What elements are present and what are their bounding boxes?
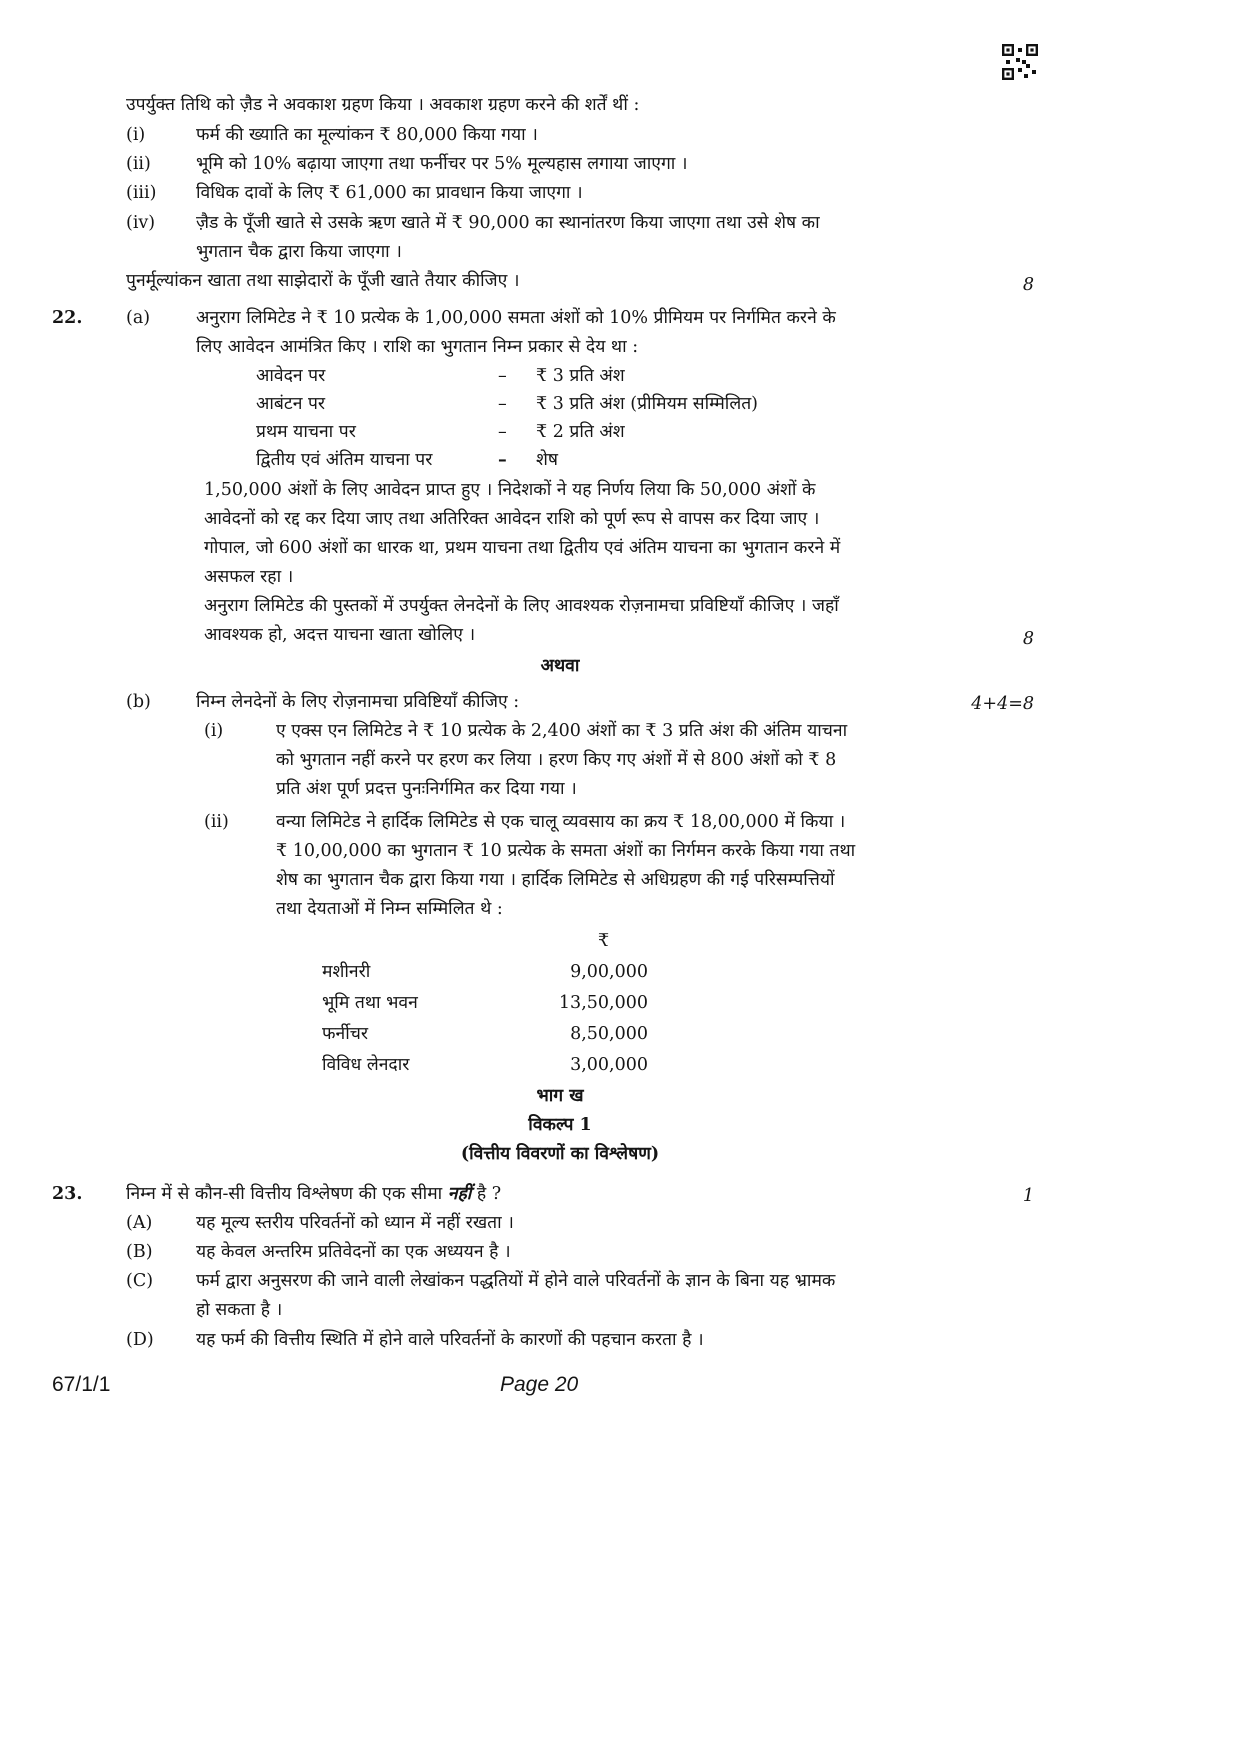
asset-value: 8,50,000 <box>570 1024 648 1044</box>
schedule-stage: द्वितीय एवं अंतिम याचना पर <box>256 450 433 470</box>
paragraph-line: आवश्यक हो, अदत्त याचना खाता खोलिए । <box>204 625 476 645</box>
question-text <box>126 1180 501 1209</box>
subpart-text: ए एक्स एन लिमिटेड ने ₹ 10 प्रत्येक के 2,400 अंशों का ₹ 3 प्रति अंश की अंतिम याचना <box>276 721 848 741</box>
asset-value: 9,00,000 <box>570 962 648 982</box>
schedule-stage: आवेदन पर <box>256 366 326 386</box>
option-text: फर्म द्वारा अनुसरण की जाने वाली लेखांकन पद्धतियों में होने वाले परिवर्तनों के ज्ञान के बिना यह भ्रामक <box>196 1271 836 1291</box>
subpart-text: ₹ 10,00,000 का भुगतान ₹ 10 प्रत्येक के समता अंशों का निर्गमन करके किया गया तथा <box>276 841 856 861</box>
subpart-label: (i) <box>204 721 224 741</box>
marks-label: 1 <box>1022 1186 1034 1206</box>
schedule-amount: ₹ 3 प्रति अंश <box>536 366 625 386</box>
subpart-text: को भुगतान नहीं करने पर हरण कर लिया । हरण किए गए अंशों में से 800 अंशों को ₹ 8 <box>276 750 837 770</box>
condition-text: भूमि को 10% बढ़ाया जाएगा तथा फर्नीचर पर 5% मूल्यहास लगाया जाएगा । <box>196 154 688 174</box>
subpart-text: शेष का भुगतान चैक द्वारा किया गया । हार्दिक लिमिटेड से अधिग्रहण की गई परिसम्पत्तियों <box>276 870 835 890</box>
section-option: विकल्प 1 <box>528 1115 592 1135</box>
condition-text: फर्म की ख्याति का मूल्यांकन ₹ 80,000 किया गया । <box>196 125 538 145</box>
subpart-text: प्रति अंश पूर्ण प्रदत्त पुनःनिर्गमित कर दिया गया । <box>276 779 577 799</box>
option-text: यह केवल अन्तरिम प्रतिवेदनों का एक अध्ययन है । <box>196 1242 511 1262</box>
q21-instruction: पुनर्मूल्यांकन खाता तथा साझेदारों के पूँजी खाते तैयार कीजिए । <box>126 271 520 291</box>
qr-code-icon <box>1002 44 1038 80</box>
asset-item: विविध लेनदार <box>322 1055 410 1075</box>
option-text: यह फर्म की वित्तीय स्थिति में होने वाले परिवर्तनों के कारणों की पहचान करता है । <box>196 1330 704 1350</box>
part-label: (a) <box>126 308 151 328</box>
paragraph-line: आवेदनों को रद्द कर दिया जाए तथा अतिरिक्त आवेदन राशि को पूर्ण रूप से वापस कर दिया जाए । <box>204 509 820 529</box>
condition-text: विधिक दावों के लिए ₹ 61,000 का प्रावधान किया जाएगा । <box>196 183 583 203</box>
question-text-pre: निम्न में से कौन-सी वित्तीय विश्लेषण की एक सीमा <box>126 1184 443 1204</box>
schedule-amount: ₹ 3 प्रति अंश (प्रीमियम सम्मिलित) <box>536 394 759 414</box>
condition-label: (iii) <box>126 183 157 203</box>
question-text-post: है ? <box>476 1184 502 1204</box>
question-text: निम्न लेनदेनों के लिए रोज़नामचा प्रविष्टियाँ कीजिए : <box>196 692 520 712</box>
question-text: लिए आवेदन आमंत्रित किए । राशि का भुगतान निम्न प्रकार से देय था : <box>196 337 639 357</box>
option-text: यह मूल्य स्तरीय परिवर्तनों को ध्यान में नहीं रखता । <box>196 1213 514 1233</box>
condition-text: ज़ैड के पूँजी खाते से उसके ऋण खाते में ₹ 90,000 का स्थानांतरण किया जाएगा तथा उसे शेष का <box>196 213 820 233</box>
paper-code: 67/1/1 <box>52 1373 111 1396</box>
section-title: (वित्तीय विवरणों का विश्लेषण) <box>460 1144 660 1164</box>
option-label: (C) <box>126 1271 154 1291</box>
marks-label: 8 <box>1022 275 1034 295</box>
asset-value: 3,00,000 <box>570 1055 648 1075</box>
section-part: भाग ख <box>536 1086 584 1106</box>
question-text: अनुराग लिमिटेड ने ₹ 10 प्रत्येक के 1,00,000 समता अंशों को 10% प्रीमियम पर निर्गमित करने के <box>196 308 836 328</box>
asset-item: भूमि तथा भवन <box>322 993 418 1013</box>
schedule-dash: – <box>498 366 507 386</box>
part-label: (b) <box>126 692 151 712</box>
schedule-amount: ₹ 2 प्रति अंश <box>536 422 625 442</box>
schedule-dash: – <box>498 450 507 470</box>
question-emphasis: नहीं <box>447 1184 472 1204</box>
condition-label: (ii) <box>126 154 151 174</box>
schedule-dash: – <box>498 394 507 414</box>
subpart-text: वन्या लिमिटेड ने हार्दिक लिमिटेड से एक चालू व्यवसाय का क्रय ₹ 18,00,000 में किया । <box>276 812 846 832</box>
condition-label: (iv) <box>126 213 156 233</box>
intro-text: उपर्युक्त तिथि को ज़ैड ने अवकाश ग्रहण किया । अवकाश ग्रहण करने की शर्तें थीं : <box>126 95 640 115</box>
condition-text: भुगतान चैक द्वारा किया जाएगा । <box>196 242 402 262</box>
asset-item: मशीनरी <box>322 962 371 982</box>
option-text: हो सकता है । <box>196 1300 283 1320</box>
option-label: (A) <box>126 1213 153 1233</box>
page-number: Page 20 <box>500 1373 579 1396</box>
marks-label: 4+4=8 <box>971 694 1034 714</box>
currency-header: ₹ <box>598 931 610 951</box>
or-separator: अथवा <box>540 656 580 676</box>
subpart-text: तथा देयताओं में निम्न सम्मिलित थे : <box>276 899 503 919</box>
paragraph-line: असफल रहा । <box>204 567 294 587</box>
asset-item: फर्नीचर <box>322 1024 369 1044</box>
subpart-label: (ii) <box>204 812 229 832</box>
question-number: 23. <box>52 1184 83 1204</box>
option-label: (B) <box>126 1242 153 1262</box>
schedule-amount: शेष <box>536 450 559 470</box>
schedule-stage: आबंटन पर <box>256 394 326 414</box>
paragraph-line: गोपाल, जो 600 अंशों का धारक था, प्रथम याचना तथा द्वितीय एवं अंतिम याचना का भुगतान करने में <box>204 538 841 558</box>
schedule-stage: प्रथम याचना पर <box>256 422 356 442</box>
schedule-dash: – <box>498 422 507 442</box>
option-label: (D) <box>126 1330 154 1350</box>
condition-label: (i) <box>126 125 146 145</box>
paragraph-line: अनुराग लिमिटेड की पुस्तकों में उपर्युक्त लेनदेनों के लिए आवश्यक रोज़नामचा प्रविष्टियाँ कीजिए । जहाँ <box>204 596 839 616</box>
asset-value: 13,50,000 <box>558 993 648 1013</box>
question-number: 22. <box>52 308 83 328</box>
marks-label: 8 <box>1022 629 1034 649</box>
paragraph-line: 1,50,000 अंशों के लिए आवेदन प्राप्त हुए । निदेशकों ने यह निर्णय लिया कि 50,000 अंशों के <box>204 480 816 500</box>
